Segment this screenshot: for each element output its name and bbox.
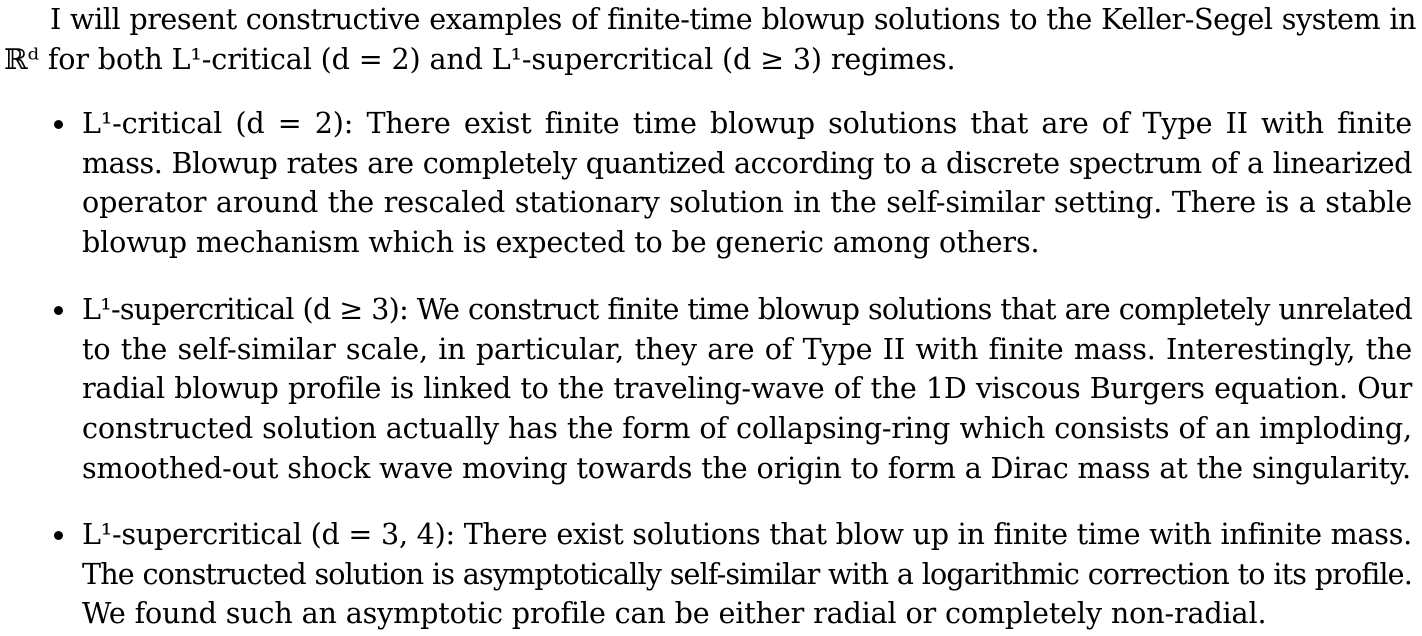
intro-paragraph [4,0,1416,79]
bullet-line: operator around the rescaled stationary solution in the self-similar setting. There is a stable [82,185,1412,220]
bullet-line: L¹-critical (d = 2): There exist finite time blowup solutions that are of Type II with finite [82,106,1412,140]
bullet-line: L¹-supercritical (d ≥ 3): We construct finite time blowup solutions that are completely unrelated [82,292,1412,326]
bullet-line: L¹-supercritical (d = 3, 4): There exist solutions that blow up in finite time with infinite mass. [82,517,1412,551]
bullet-line: The constructed solution is asymptotically self-similar with a logarithmic correction to its profile. [82,556,1412,591]
bullet-line: blowup mechanism which is expected to be generic among others. [82,225,1040,260]
bullet-line: constructed solution actually has the form of collapsing-ring which consists of an imploding, [82,411,1412,446]
bullet-line: mass. Blowup rates are completely quantized according to a discrete spectrum of a linearized [82,145,1412,180]
bullet-line: to the self-similar scale, in particular, they are of Type II with finite mass. Interestingly, the [82,331,1412,366]
bullet-line: We found such an asymptotic profile can be either radial or completely non-radial. [82,596,1267,631]
bullet-item-l1-critical [82,104,1412,263]
bullet-line: smoothed-out shock wave moving towards the origin to form a Dirac mass at the singularity. [82,450,1411,485]
bullet-line: radial blowup profile is linked to the traveling-wave of the 1D viscous Burgers equation. Our [82,371,1412,406]
bullet-icon [54,306,63,315]
intro-line-2: ℝᵈ for both L¹-critical (d = 2) and L¹-supercritical (d ≥ 3) regimes. [4,41,956,76]
bullet-icon [54,531,63,540]
bullet-item-l1-supercritical-d3 [82,290,1412,489]
bullet-icon [54,120,63,129]
bullet-item-l1-supercritical-d34 [82,515,1412,634]
intro-line-1: I will present constructive examples of finite-time blowup solutions to the Keller-Segel system in [50,2,1416,36]
